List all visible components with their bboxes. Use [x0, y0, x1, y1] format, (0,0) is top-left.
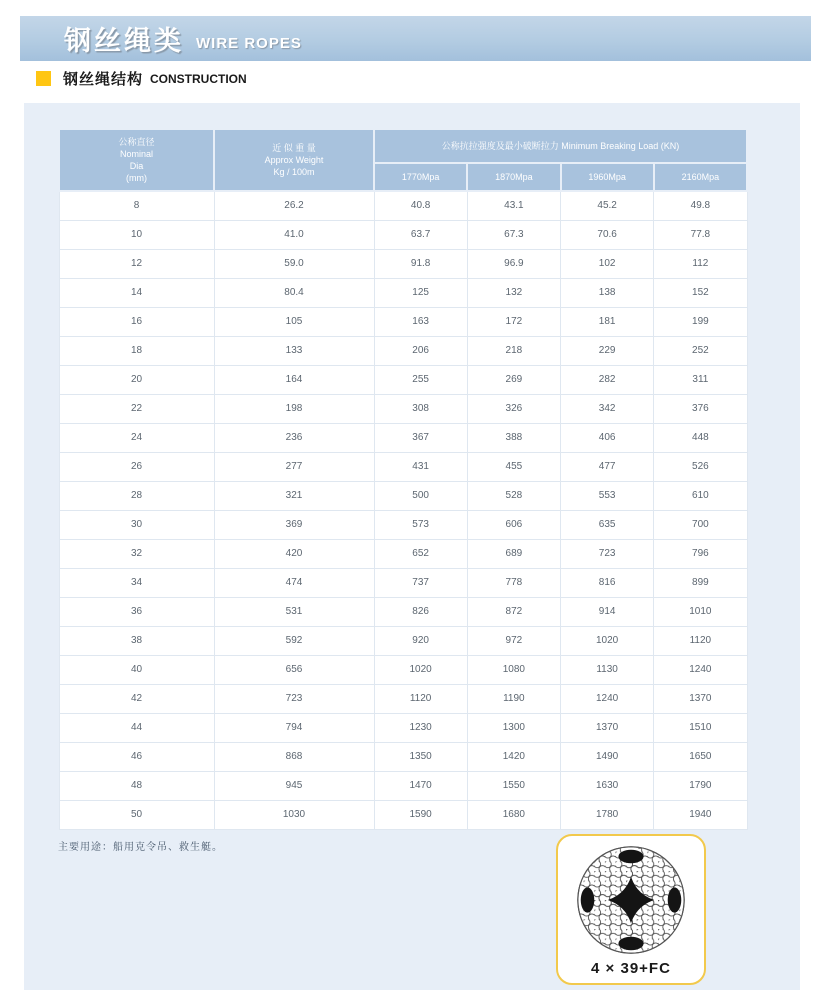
- table-row: [59, 394, 747, 423]
- table-cell: 1490: [561, 742, 654, 771]
- table-cell: 77.8: [654, 220, 747, 249]
- table-row: [59, 684, 747, 713]
- table-cell: 255: [374, 365, 467, 394]
- table-row: [59, 423, 747, 452]
- table-cell: 406: [561, 423, 654, 452]
- table-cell: 1650: [654, 742, 747, 771]
- table-cell: 1130: [561, 655, 654, 684]
- table-cell: 1010: [654, 597, 747, 626]
- table-cell: 610: [654, 481, 747, 510]
- table-row: [59, 655, 747, 684]
- table-cell: 45.2: [561, 191, 654, 220]
- table-body: [59, 191, 747, 829]
- table-cell: 920: [374, 626, 467, 655]
- table-row: [59, 568, 747, 597]
- table-row: [59, 539, 747, 568]
- table-cell: 500: [374, 481, 467, 510]
- header-2160mpa: 2160Mpa: [654, 163, 747, 191]
- table-cell: 59.0: [214, 249, 374, 278]
- table-cell: 553: [561, 481, 654, 510]
- table-cell: 1080: [467, 655, 560, 684]
- table-row: [59, 742, 747, 771]
- table-cell: 44: [59, 713, 214, 742]
- header-nominal-dia: [59, 129, 214, 191]
- header-approx-weight-zh: 近 似 重 量: [272, 142, 316, 153]
- table-cell: 367: [374, 423, 467, 452]
- table-cell: 914: [561, 597, 654, 626]
- section-title-en: CONSTRUCTION: [150, 72, 247, 86]
- table-cell: 431: [374, 452, 467, 481]
- table-cell: 388: [467, 423, 560, 452]
- header-nominal-dia-en2: Dia: [129, 161, 144, 171]
- table-cell: 70.6: [561, 220, 654, 249]
- table-row: [59, 452, 747, 481]
- table-row: [59, 191, 747, 220]
- table-cell: 43.1: [467, 191, 560, 220]
- table-cell: 1590: [374, 800, 467, 829]
- table-cell: 40: [59, 655, 214, 684]
- table-cell: 321: [214, 481, 374, 510]
- table-cell: 18: [59, 336, 214, 365]
- table-cell: 50: [59, 800, 214, 829]
- table-cell: 172: [467, 307, 560, 336]
- yellow-square-icon: [36, 71, 51, 86]
- table-cell: 32: [59, 539, 214, 568]
- table-row: [59, 278, 747, 307]
- table-cell: 26.2: [214, 191, 374, 220]
- table-cell: 218: [467, 336, 560, 365]
- table-cell: 198: [214, 394, 374, 423]
- table-cell: 1630: [561, 771, 654, 800]
- table-cell: 1190: [467, 684, 560, 713]
- table-cell: 63.7: [374, 220, 467, 249]
- table-cell: 41.0: [214, 220, 374, 249]
- table-cell: 206: [374, 336, 467, 365]
- table-cell: 1030: [214, 800, 374, 829]
- table-cell: 376: [654, 394, 747, 423]
- header-1770mpa: 1770Mpa: [374, 163, 467, 191]
- table-cell: 872: [467, 597, 560, 626]
- table-cell: 1300: [467, 713, 560, 742]
- table-cell: 1240: [561, 684, 654, 713]
- table-cell: 14: [59, 278, 214, 307]
- table-cell: 448: [654, 423, 747, 452]
- header-nominal-dia-unit: (mm): [126, 173, 147, 184]
- table-cell: 1230: [374, 713, 467, 742]
- table-cell: 48: [59, 771, 214, 800]
- table-cell: 794: [214, 713, 374, 742]
- banner-title-en: WIRE ROPES: [196, 34, 302, 52]
- table-cell: 102: [561, 249, 654, 278]
- table-cell: 592: [214, 626, 374, 655]
- table-header: [59, 129, 747, 191]
- table-row: [59, 597, 747, 626]
- table-cell: 152: [654, 278, 747, 307]
- table-row: [59, 365, 747, 394]
- table-cell: 16: [59, 307, 214, 336]
- wire-rope-cross-section-icon: [573, 842, 689, 958]
- table-cell: 474: [214, 568, 374, 597]
- table-cell: 420: [214, 539, 374, 568]
- header-nominal-dia-en1: Nominal: [119, 148, 153, 159]
- table-row: [59, 249, 747, 278]
- table-cell: 138: [561, 278, 654, 307]
- table-cell: 105: [214, 307, 374, 336]
- page-banner: [20, 16, 811, 61]
- table-cell: 778: [467, 568, 560, 597]
- table-cell: 972: [467, 626, 560, 655]
- table-row: [59, 220, 747, 249]
- table-cell: 342: [561, 394, 654, 423]
- table-cell: 723: [214, 684, 374, 713]
- table-cell: 282: [561, 365, 654, 394]
- table-cell: 163: [374, 307, 467, 336]
- table-cell: 1350: [374, 742, 467, 771]
- table-cell: 826: [374, 597, 467, 626]
- table-cell: 112: [654, 249, 747, 278]
- header-approx-weight-unit: Kg / 100m: [273, 167, 315, 178]
- header-approx-weight: [214, 129, 374, 191]
- table-cell: 277: [214, 452, 374, 481]
- header-row-group: [59, 129, 747, 163]
- table-cell: 20: [59, 365, 214, 394]
- table-cell: 899: [654, 568, 747, 597]
- table-cell: 606: [467, 510, 560, 539]
- header-nominal-dia-zh: 公称直径: [118, 136, 155, 147]
- table-cell: 42: [59, 684, 214, 713]
- table-cell: 8: [59, 191, 214, 220]
- table-cell: 269: [467, 365, 560, 394]
- header-1960mpa: 1960Mpa: [561, 163, 654, 191]
- table-cell: 1120: [654, 626, 747, 655]
- table-row: [59, 800, 747, 829]
- table-cell: 36: [59, 597, 214, 626]
- breaking-load-table: [58, 128, 748, 830]
- table-cell: 24: [59, 423, 214, 452]
- usage-note: 主要用途：船用克令吊、救生艇。: [58, 842, 223, 853]
- rope-construction-card: [556, 834, 706, 985]
- table-cell: 133: [214, 336, 374, 365]
- table-cell: 1790: [654, 771, 747, 800]
- table-row: [59, 510, 747, 539]
- table-cell: 1020: [561, 626, 654, 655]
- table-cell: 49.8: [654, 191, 747, 220]
- table-cell: 181: [561, 307, 654, 336]
- table-cell: 199: [654, 307, 747, 336]
- table-cell: 1780: [561, 800, 654, 829]
- table-cell: 652: [374, 539, 467, 568]
- table-row: [59, 307, 747, 336]
- table-cell: 308: [374, 394, 467, 423]
- table-cell: 700: [654, 510, 747, 539]
- table-cell: 1680: [467, 800, 560, 829]
- table-cell: 229: [561, 336, 654, 365]
- table-cell: 455: [467, 452, 560, 481]
- table-cell: 573: [374, 510, 467, 539]
- table-cell: 526: [654, 452, 747, 481]
- table-cell: 945: [214, 771, 374, 800]
- table-cell: 1510: [654, 713, 747, 742]
- table-cell: 816: [561, 568, 654, 597]
- table-cell: 46: [59, 742, 214, 771]
- table-cell: 91.8: [374, 249, 467, 278]
- table-row: [59, 481, 747, 510]
- table-cell: 656: [214, 655, 374, 684]
- table-cell: 1370: [654, 684, 747, 713]
- table-row: [59, 771, 747, 800]
- table-cell: 10: [59, 220, 214, 249]
- table-cell: 28: [59, 481, 214, 510]
- table-cell: 1120: [374, 684, 467, 713]
- rope-construction-label: 4 × 39+FC: [591, 960, 671, 977]
- table-cell: 30: [59, 510, 214, 539]
- table-cell: 528: [467, 481, 560, 510]
- table-cell: 1470: [374, 771, 467, 800]
- table-cell: 1370: [561, 713, 654, 742]
- table-row: [59, 713, 747, 742]
- table-cell: 1240: [654, 655, 747, 684]
- table-cell: 67.3: [467, 220, 560, 249]
- table-cell: 1940: [654, 800, 747, 829]
- table-cell: 477: [561, 452, 654, 481]
- section-heading: [36, 69, 247, 87]
- table-row: [59, 626, 747, 655]
- table-cell: 236: [214, 423, 374, 452]
- table-cell: 1550: [467, 771, 560, 800]
- table-cell: 1420: [467, 742, 560, 771]
- table-cell: 132: [467, 278, 560, 307]
- header-approx-weight-en: Approx Weight: [264, 154, 324, 165]
- table-cell: 635: [561, 510, 654, 539]
- table-cell: 531: [214, 597, 374, 626]
- table-cell: 164: [214, 365, 374, 394]
- table-cell: 40.8: [374, 191, 467, 220]
- table-cell: 125: [374, 278, 467, 307]
- table-cell: 80.4: [214, 278, 374, 307]
- table-cell: 26: [59, 452, 214, 481]
- table-row: [59, 336, 747, 365]
- table-cell: 1020: [374, 655, 467, 684]
- table-cell: 723: [561, 539, 654, 568]
- section-title-zh: 钢丝绳结构: [63, 70, 144, 88]
- table-cell: 34: [59, 568, 214, 597]
- table-cell: 96.9: [467, 249, 560, 278]
- table-cell: 12: [59, 249, 214, 278]
- table-cell: 369: [214, 510, 374, 539]
- table-cell: 252: [654, 336, 747, 365]
- table-cell: 796: [654, 539, 747, 568]
- table-cell: 689: [467, 539, 560, 568]
- header-1870mpa: 1870Mpa: [467, 163, 560, 191]
- table-cell: 737: [374, 568, 467, 597]
- table-cell: 326: [467, 394, 560, 423]
- table-cell: 868: [214, 742, 374, 771]
- header-breaking-load-group: 公称抗拉强度及最小破断拉力 Minimum Breaking Load (KN): [374, 129, 747, 163]
- table-cell: 22: [59, 394, 214, 423]
- table-cell: 311: [654, 365, 747, 394]
- banner-title-zh: 钢丝绳类: [64, 26, 184, 56]
- table-cell: 38: [59, 626, 214, 655]
